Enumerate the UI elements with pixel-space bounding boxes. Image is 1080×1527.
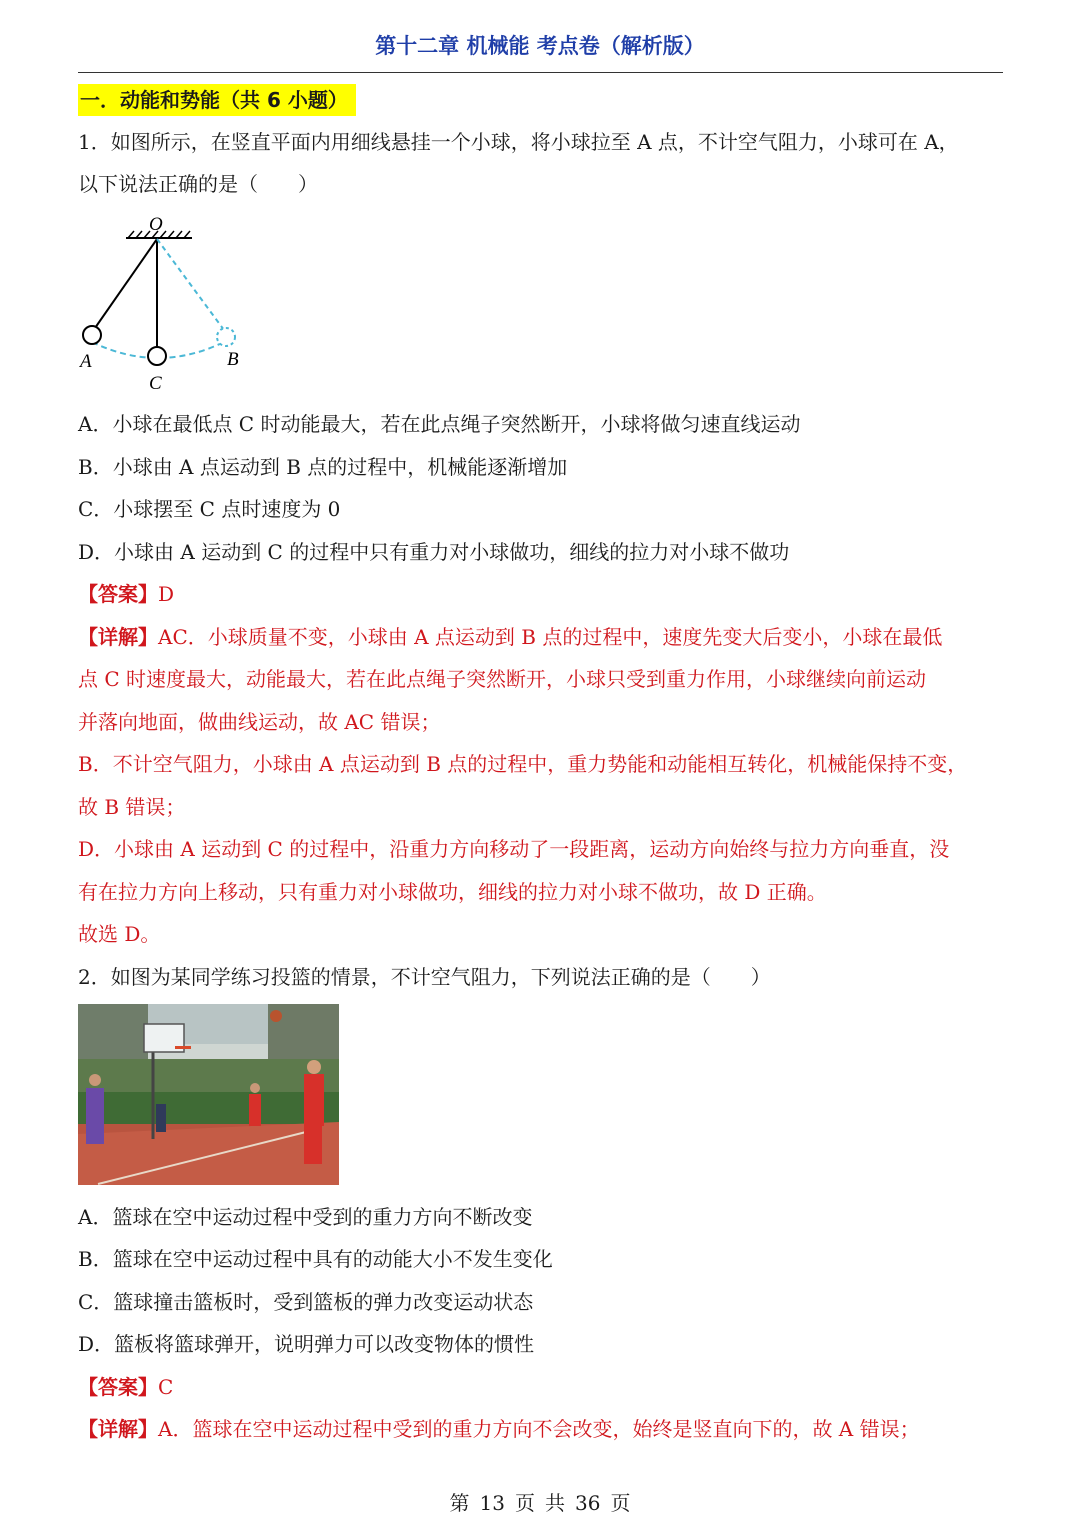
- q1-answer: D: [158, 582, 175, 606]
- label-c: C: [149, 373, 162, 394]
- q1-detail-line7: 有在拉力方向上移动，只有重力对小球做功，细线的拉力对小球不做功，故 D 正确。: [78, 880, 827, 904]
- detail-tag: 【详解】: [78, 625, 158, 649]
- string-to-a: [95, 239, 157, 328]
- header-divider: [78, 72, 1003, 73]
- q1-detail-text: AC．小球质量不变，小球由 A 点运动到 B 点的过程中，速度先变大后变小，小球在最低: [158, 625, 943, 649]
- q2-option-d: D．篮板将篮球弹开，说明弹力可以改变物体的惯性: [78, 1332, 535, 1356]
- basketball-photo: [78, 1004, 339, 1185]
- footer-gong: 共: [545, 1491, 565, 1515]
- footer-page-number: 13: [479, 1491, 505, 1515]
- q2-detail-text: A．篮球在空中运动过程中受到的重力方向不会改变，始终是竖直向下的，故 A 错误；: [158, 1417, 920, 1441]
- footer-total-pages: 36: [575, 1491, 601, 1515]
- q2-stem: 2．如图为某同学练习投篮的情景，不计空气阻力，下列说法正确的是（ ）: [78, 965, 771, 989]
- q1-detail-line8: 故选 D。: [78, 922, 161, 946]
- q2-option-b: B．篮球在空中运动过程中具有的动能大小不发生变化: [78, 1247, 553, 1271]
- answer-tag: 【答案】: [78, 1375, 158, 1399]
- q2-detail-line1: [78, 1417, 920, 1441]
- footer-ye: 页: [515, 1491, 535, 1515]
- q1-detail-line5: 故 B 错误；: [78, 795, 186, 819]
- answer-tag: 【答案】: [78, 582, 158, 606]
- ball-b: [217, 328, 235, 346]
- q2-answer: C: [158, 1375, 174, 1399]
- detail-tag: 【详解】: [78, 1417, 158, 1441]
- q2-option-c: C．篮球撞击篮板时，受到篮板的弹力改变运动状态: [78, 1290, 534, 1314]
- q1-detail-line4: B．不计空气阻力，小球由 A 点运动到 B 点的过程中，重力势能和动能相互转化，机械能保持不变，: [78, 752, 968, 776]
- q1-option-c: C．小球摆至 C 点时速度为 0: [78, 497, 341, 521]
- ball-a: [83, 326, 101, 344]
- q1-answer-line: [78, 582, 174, 606]
- label-b: B: [227, 349, 239, 370]
- footer-ye2: 页: [610, 1491, 631, 1515]
- q1-option-a: A．小球在最低点 C 时动能最大，若在此点绳子突然断开，小球将做匀速直线运动: [78, 412, 801, 436]
- page-footer: [0, 1487, 1080, 1516]
- q1-stem-line1: 1．如图所示，在竖直平面内用细线悬挂一个小球，将小球拉至 A 点，不计空气阻力，小球可在 A，: [78, 130, 959, 154]
- label-a: A: [80, 351, 92, 372]
- q1-detail-line2: 点 C 时速度最大，动能最大，若在此点绳子突然断开，小球只受到重力作用，小球继续向前运动: [78, 667, 927, 691]
- label-o: O: [149, 214, 163, 235]
- section-title: 一．动能和势能（共 6 小题）: [78, 84, 356, 116]
- q1-detail-line1: [78, 625, 942, 649]
- q1-option-b: B．小球由 A 点运动到 B 点的过程中，机械能逐渐增加: [78, 455, 568, 479]
- ball-c: [148, 347, 166, 365]
- q1-detail-line3: 并落向地面，做曲线运动，故 AC 错误；: [78, 710, 441, 734]
- pendulum-diagram: [76, 214, 256, 394]
- string-to-b-dashed: [157, 239, 224, 330]
- footer-di: 第: [449, 1491, 470, 1515]
- q1-option-d: D．小球由 A 运动到 C 的过程中只有重力对小球做功，细线的拉力对小球不做功: [78, 540, 790, 564]
- page-header-title: 第十二章 机械能 考点卷（解析版）: [375, 34, 705, 58]
- q1-stem-line2: 以下说法正确的是（ ）: [78, 172, 318, 196]
- q2-option-a: A．篮球在空中运动过程中受到的重力方向不断改变: [78, 1205, 533, 1229]
- q1-detail-line6: D．小球由 A 运动到 C 的过程中，沿重力方向移动了一段距离，运动方向始终与拉力方向垂直，没: [78, 837, 950, 861]
- q2-answer-line: [78, 1375, 173, 1399]
